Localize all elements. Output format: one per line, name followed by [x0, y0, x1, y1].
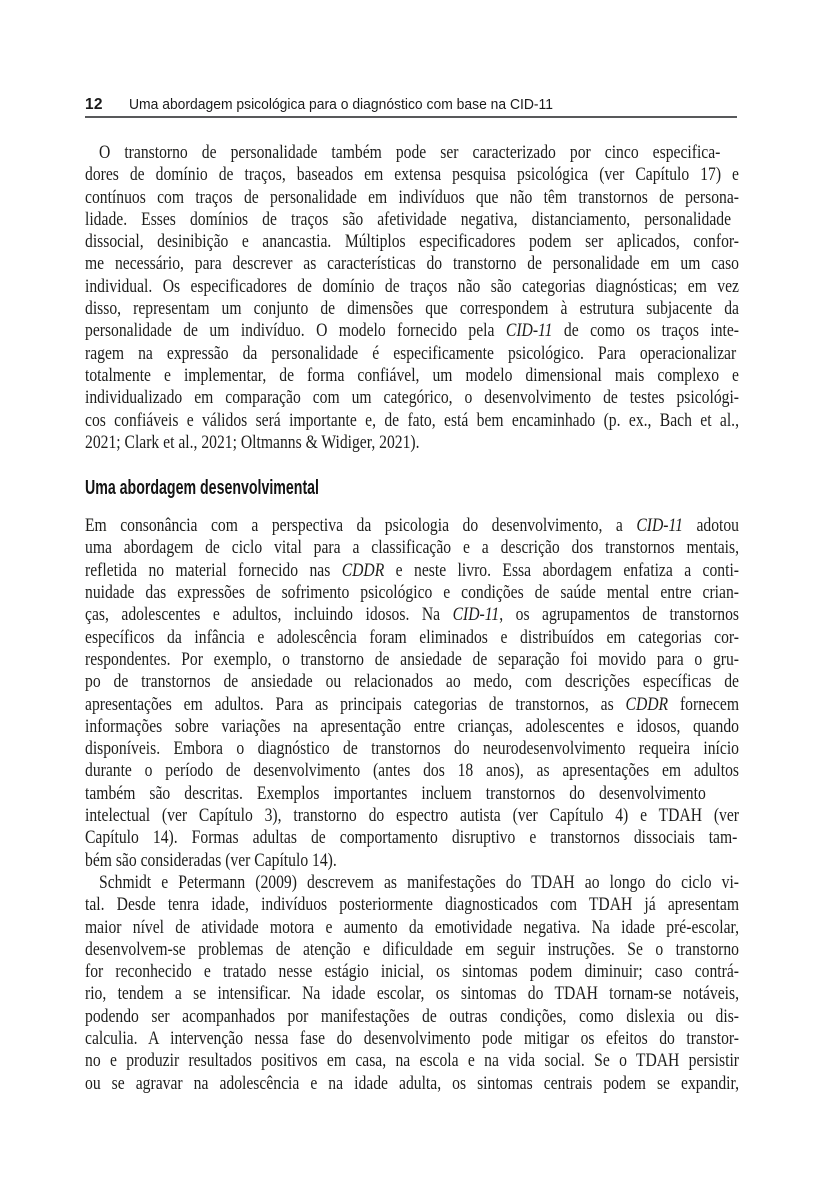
text-line: lidade. Esses domínios de traços são afetividade negativa, distanciamento, personalidade	[85, 209, 732, 230]
text-line: ragem na expressão da personalidade é especificamente psicológico. Para operacionalizar	[85, 343, 737, 364]
text-line: O transtorno de personalidade também pode ser caracterizado por cinco especifica-	[99, 143, 721, 163]
section-heading	[85, 476, 739, 500]
text-line: 2021; Clark et al., 2021; Oltmanns & Widiger, 2021).	[85, 432, 420, 453]
text-line: totalmente e implementar, de forma confiável, um modelo dimensional mais complexo e	[85, 365, 739, 386]
text-line: ou se agravar na adolescência e na idade adulta, os sintomas centrais podem se expandir,	[85, 1073, 739, 1094]
text-line: po de transtornos de ansiedade ou relacionados ao medo, com descrições específicas de	[85, 672, 739, 693]
text-line: refletida no material fornecido nas CDDR e neste livro. Essa abordagem enfatiza a conti-	[85, 560, 739, 581]
page-header	[85, 96, 737, 114]
page-body	[85, 142, 739, 1095]
text-line: for reconhecido e tratado nesse estágio inicial, os sintomas podem diminuir; caso contrá-	[85, 962, 739, 983]
text-line: Schmidt e Petermann (2009) descrevem as manifestações do TDAH ao longo do ciclo vi-	[99, 872, 739, 893]
paragraph	[85, 872, 739, 1095]
section-heading-text: Uma abordagem desenvolvimental	[85, 477, 319, 500]
text-line: específicos da infância e adolescência foram eliminados e distribuídos em categorias cor-	[85, 627, 739, 648]
running-title: Uma abordagem psicológica para o diagnóstico com base na CID-11	[128, 96, 553, 113]
text-line: nuidade das expressões de sofrimento psicológico e condições de saúde mental entre crian-	[85, 583, 739, 604]
text-line: individual. Os especificadores de domínio de traços não são categorias diagnósticas; em vez	[85, 276, 739, 297]
text-line: desenvolvem-se problemas de atenção e dificuldade em seguir instruções. Se o transtorno	[85, 939, 739, 960]
text-line: ças, adolescentes e adultos, incluindo idosos. Na CID-11, os agrupamentos de transtornos	[85, 605, 739, 626]
text-line: cos confiáveis e válidos será importante e, de fato, está bem encaminhado (p. ex., Bach et al.,	[85, 410, 739, 431]
text-line: podendo ser acompanhados por manifestações de outras condições, como dislexia ou dis-	[85, 1006, 739, 1027]
text-line: bém são consideradas (ver Capítulo 14).	[85, 850, 337, 871]
text-line: Capítulo 14). Formas adultas de comportamento disruptivo e transtornos dissociais tam-	[85, 828, 738, 849]
text-line: disponíveis. Embora o diagnóstico de transtornos do neurodesenvolvimento requeira início	[85, 739, 739, 760]
text-line: no e produzir resultados positivos em casa, na escola e na vida social. Se o TDAH persistir	[85, 1051, 739, 1072]
text-line: tal. Desde tenra idade, indivíduos posteriormente diagnosticados com TDAH já apresentam	[85, 895, 739, 916]
text-line: dores de domínio de traços, baseados em extensa pesquisa psicológica (ver Capítulo 17) e	[85, 165, 739, 186]
text-line: me necessário, para descrever as características do transtorno de personalidade em um caso	[85, 254, 739, 275]
text-line: respondentes. Por exemplo, o transtorno de ansiedade de separação foi movido para o gru-	[85, 649, 739, 670]
text-line: contínuos com traços de personalidade em indivíduos que não têm transtornos de persona-	[85, 187, 739, 208]
text-line: calculia. A intervenção nessa fase do desenvolvimento pode mitigar os efeitos do transtor-	[85, 1028, 739, 1049]
header-rule	[85, 116, 737, 118]
paragraph	[85, 515, 739, 872]
page-number: 12	[85, 96, 103, 113]
text-line: Em consonância com a perspectiva da psicologia do desenvolvimento, a CID-11 adotou	[85, 516, 739, 537]
text-line: dissocial, desinibição e anancastia. Múltiplos especificadores podem ser aplicados, confor-	[85, 232, 739, 253]
paragraph	[85, 142, 739, 454]
text-line: uma abordagem de ciclo vital para a classificação e a descrição dos transtornos mentais,	[85, 538, 739, 559]
text-line: intelectual (ver Capítulo 3), transtorno do espectro autista (ver Capítulo 4) e TDAH (ver	[85, 806, 739, 827]
text-line: disso, representam um conjunto de dimensões que correspondem à estrutura subjacente da	[85, 299, 739, 320]
text-line: maior nível de atividade motora e aumento da emotividade negativa. Na idade pré-escolar,	[85, 917, 739, 938]
text-line: apresentações em adultos. Para as principais categorias de transtornos, as CDDR fornecem	[85, 694, 739, 715]
text-line: durante o período de desenvolvimento (antes dos 18 anos), as apresentações em adultos	[85, 761, 739, 782]
text-line: informações sobre variações na apresentação entre crianças, adolescentes e idosos, quando	[85, 716, 739, 737]
text-line: também são descritas. Exemplos importantes incluem transtornos do desenvolvimento	[85, 783, 706, 804]
text-line: individualizado em comparação com um categórico, o desenvolvimento de testes psicológi-	[85, 388, 739, 409]
text-line: personalidade de um indivíduo. O modelo fornecido pela CID-11 de como os traços inte-	[85, 321, 739, 342]
text-line: rio, tendem a se intensificar. Na idade escolar, os sintomas do TDAH tornam-se notáveis,	[85, 984, 739, 1005]
